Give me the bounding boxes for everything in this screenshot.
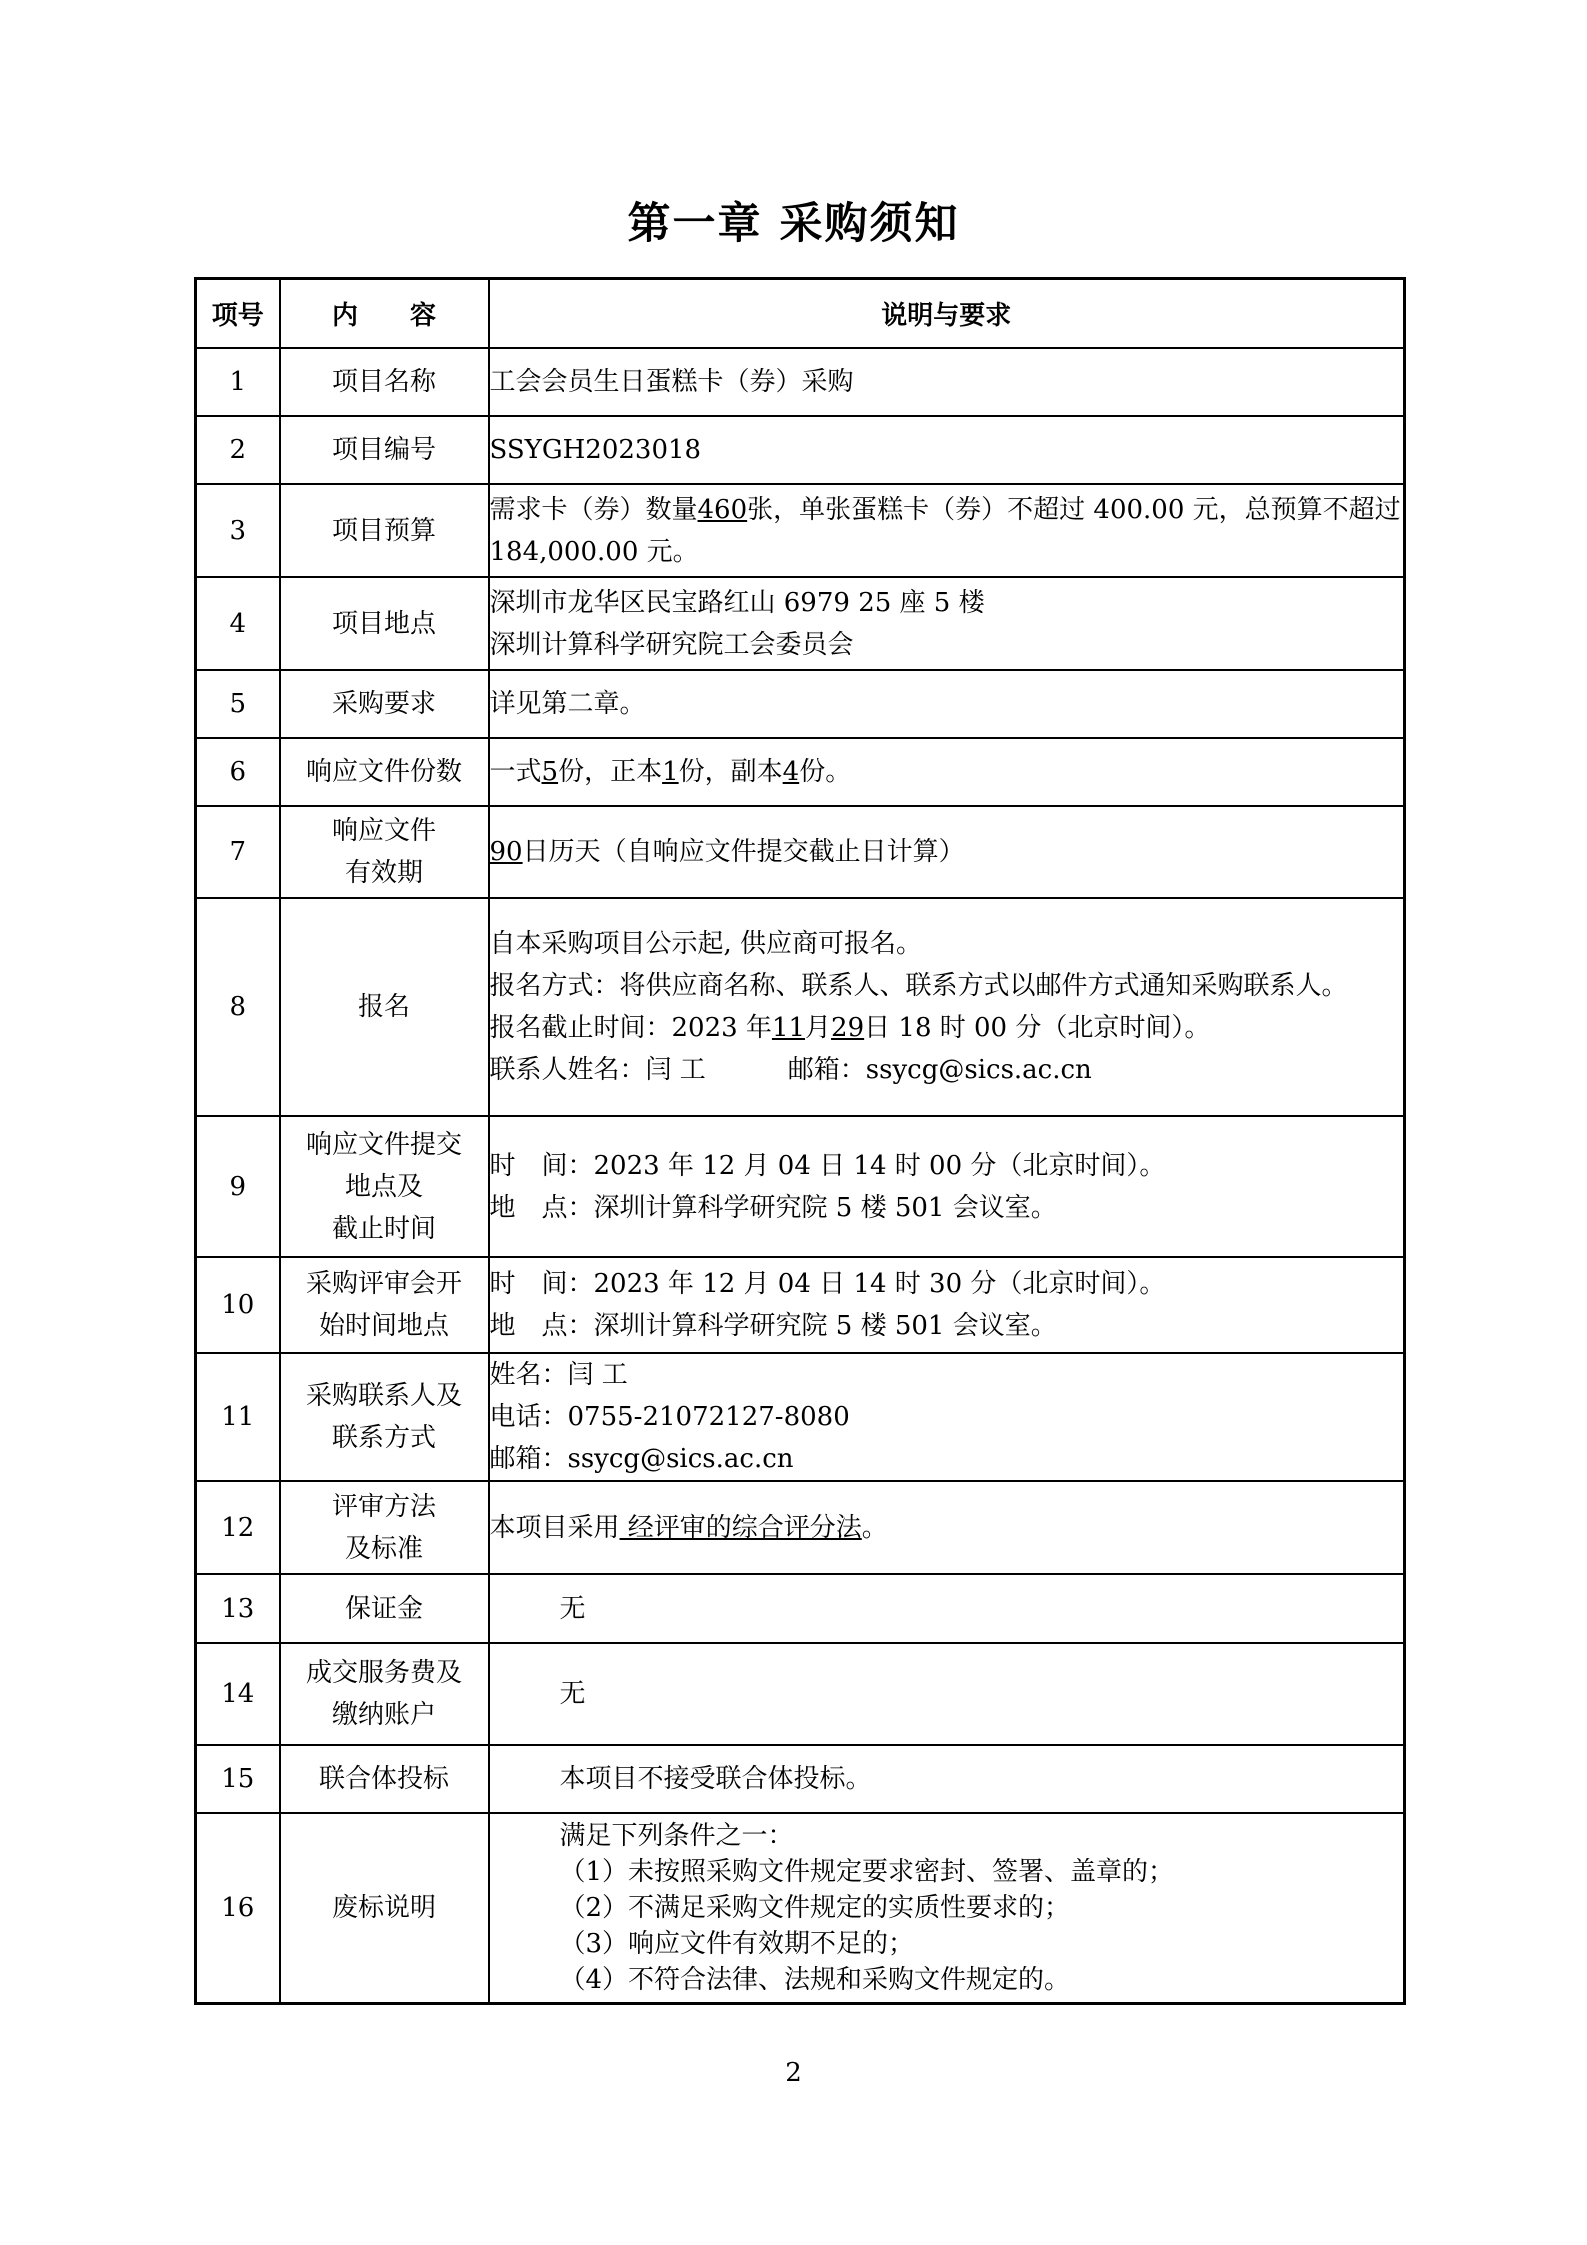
row-desc bbox=[489, 484, 1405, 577]
condition-item: （4）不符合法律、法规和采购文件规定的。 bbox=[559, 1964, 1071, 1995]
row-item: 响应文件份数 bbox=[280, 738, 489, 806]
condition-item: （3）响应文件有效期不足的； bbox=[559, 1928, 915, 1959]
total-copies: 5 bbox=[541, 757, 559, 787]
table-row bbox=[196, 1481, 1405, 1574]
table-row bbox=[196, 1353, 1405, 1481]
budget-pre: 需求卡（券）数量 bbox=[489, 494, 698, 525]
condition-item: （2）不满足采购文件规定的实质性要求的； bbox=[559, 1892, 1071, 1923]
row-desc bbox=[489, 1116, 1405, 1257]
row-no: 10 bbox=[196, 1257, 280, 1353]
table-row bbox=[196, 1643, 1405, 1745]
row-desc: 无 bbox=[489, 1574, 1405, 1643]
table-header-row bbox=[196, 279, 1405, 349]
registration-start: 自本采购项目公示起, 供应商可报名。 bbox=[489, 929, 923, 959]
copies-text: 份，正本 bbox=[558, 757, 663, 787]
row-desc bbox=[489, 577, 1405, 670]
method-pre: 本项目采用 bbox=[489, 1512, 620, 1543]
table-row bbox=[196, 416, 1405, 484]
row-no: 2 bbox=[196, 416, 280, 484]
deadline-text: 日 18 时 00 分（北京时间）。 bbox=[864, 1013, 1211, 1043]
copies-text: 份。 bbox=[799, 757, 852, 787]
table-row bbox=[196, 484, 1405, 577]
table-row bbox=[196, 1574, 1405, 1643]
contact-name: 姓名：闫 工 bbox=[489, 1360, 628, 1390]
duplicate-copies: 4 bbox=[782, 757, 800, 787]
row-desc bbox=[489, 1481, 1405, 1574]
row-desc: 本项目不接受联合体投标。 bbox=[489, 1745, 1405, 1813]
row-desc bbox=[489, 806, 1405, 898]
contact-line bbox=[490, 1049, 1404, 1091]
row-item: 联合体投标 bbox=[280, 1745, 489, 1813]
row-desc bbox=[489, 738, 1405, 806]
organization-line: 深圳计算科学研究院工会委员会 bbox=[489, 629, 854, 660]
contact-email: 邮箱：ssycg@sics.ac.cn bbox=[489, 1444, 794, 1474]
item-line: 始时间地点 bbox=[318, 1311, 449, 1341]
submission-place: 地 点：深圳计算科学研究院 5 楼 501 会议室。 bbox=[489, 1192, 1057, 1223]
row-desc: 详见第二章。 bbox=[489, 670, 1405, 738]
row-no: 4 bbox=[196, 577, 280, 670]
header-content: 内 容 bbox=[280, 279, 489, 349]
row-item bbox=[280, 1481, 489, 1574]
row-desc bbox=[489, 898, 1405, 1116]
contact-name: 联系人姓名：闫 工 bbox=[489, 1055, 706, 1085]
row-item bbox=[280, 1643, 489, 1745]
validity-days: 90 bbox=[489, 837, 523, 867]
item-line: 地点及 bbox=[344, 1171, 423, 1202]
row-item bbox=[280, 1353, 489, 1481]
table-row bbox=[196, 898, 1405, 1116]
condition-intro: 满足下列条件之一： bbox=[559, 1820, 794, 1851]
table-row bbox=[196, 1116, 1405, 1257]
row-item: 项目地点 bbox=[280, 577, 489, 670]
procurement-notice-table bbox=[194, 277, 1406, 2005]
validity-text: 日历天（自响应文件提交截止日计算） bbox=[522, 837, 965, 867]
condition-item: （1）未按照采购文件规定要求密封、签署、盖章的； bbox=[559, 1856, 1175, 1887]
row-item: 项目编号 bbox=[280, 416, 489, 484]
page-number: 2 bbox=[785, 2058, 802, 2088]
row-item: 报名 bbox=[280, 898, 489, 1116]
table-row bbox=[196, 348, 1405, 416]
row-no: 11 bbox=[196, 1353, 280, 1481]
item-line: 截止时间 bbox=[331, 1213, 436, 1244]
registration-method: 报名方式：将供应商名称、联系人、联系方式以邮件方式通知采购联系人。 bbox=[489, 971, 1348, 1001]
page-title: 第一章 采购须知 bbox=[627, 199, 960, 249]
row-item bbox=[280, 806, 489, 898]
row-no: 14 bbox=[196, 1643, 280, 1745]
card-quantity: 460 bbox=[697, 494, 748, 525]
table-row bbox=[196, 1257, 1405, 1353]
table-row bbox=[196, 806, 1405, 898]
row-no: 8 bbox=[196, 898, 280, 1116]
row-desc bbox=[489, 1257, 1405, 1353]
row-item: 项目名称 bbox=[280, 348, 489, 416]
registration-deadline bbox=[490, 1007, 1404, 1049]
contact-email: 邮箱：ssycg@sics.ac.cn bbox=[787, 1055, 1092, 1085]
header-desc: 说明与要求 bbox=[489, 279, 1405, 349]
item-line: 采购联系人及 bbox=[305, 1381, 462, 1411]
deadline-month: 11 bbox=[771, 1013, 806, 1043]
row-no: 13 bbox=[196, 1574, 280, 1643]
row-no: 15 bbox=[196, 1745, 280, 1813]
table-row bbox=[196, 738, 1405, 806]
item-line: 成交服务费及 bbox=[305, 1658, 462, 1688]
row-no: 3 bbox=[196, 484, 280, 577]
address-line: 深圳市龙华区民宝路红山 6979 25 座 5 楼 bbox=[489, 587, 985, 618]
row-item: 采购要求 bbox=[280, 670, 489, 738]
row-item bbox=[280, 1116, 489, 1257]
row-no: 7 bbox=[196, 806, 280, 898]
row-no: 16 bbox=[196, 1813, 280, 2003]
contact-phone: 电话：0755-21072127-8080 bbox=[489, 1402, 850, 1432]
row-no: 5 bbox=[196, 670, 280, 738]
item-line: 响应文件 bbox=[331, 816, 436, 846]
item-line: 缴纳账户 bbox=[331, 1700, 436, 1730]
item-line: 响应文件提交 bbox=[305, 1129, 462, 1160]
table-row bbox=[196, 1745, 1405, 1813]
row-desc bbox=[489, 1813, 1405, 2003]
copies-text: 份，副本 bbox=[678, 757, 783, 787]
item-line: 评审方法 bbox=[331, 1491, 436, 1522]
method-post: 。 bbox=[861, 1512, 888, 1543]
deadline-text: 月 bbox=[805, 1013, 832, 1043]
table-row bbox=[196, 577, 1405, 670]
row-no: 6 bbox=[196, 738, 280, 806]
header-no: 项号 bbox=[196, 279, 280, 349]
row-desc bbox=[489, 1353, 1405, 1481]
row-item: 保证金 bbox=[280, 1574, 489, 1643]
row-desc: 工会会员生日蛋糕卡（券）采购 bbox=[489, 348, 1405, 416]
budget-post: 张，单张蛋糕卡（券）不超过 400.00 元，总预算不超过 184,000.00 元。 bbox=[489, 494, 1401, 567]
table-row bbox=[196, 1813, 1405, 2003]
item-line: 及标准 bbox=[344, 1533, 423, 1564]
row-no: 12 bbox=[196, 1481, 280, 1574]
row-no: 1 bbox=[196, 348, 280, 416]
deadline-day: 29 bbox=[831, 1013, 865, 1043]
original-copies: 1 bbox=[662, 757, 679, 787]
review-place: 地 点：深圳计算科学研究院 5 楼 501 会议室。 bbox=[489, 1311, 1057, 1341]
row-desc: SSYGH2023018 bbox=[489, 416, 1405, 484]
row-no: 9 bbox=[196, 1116, 280, 1257]
item-line: 有效期 bbox=[344, 858, 423, 888]
row-item: 废标说明 bbox=[280, 1813, 489, 2003]
table-row bbox=[196, 670, 1405, 738]
review-time: 时 间：2023 年 12 月 04 日 14 时 30 分（北京时间）。 bbox=[489, 1269, 1166, 1299]
deadline-text: 报名截止时间：2023 年 bbox=[489, 1013, 772, 1043]
item-line: 采购评审会开 bbox=[305, 1269, 462, 1299]
evaluation-method: 经评审的综合评分法 bbox=[619, 1512, 862, 1543]
item-line: 联系方式 bbox=[331, 1423, 436, 1453]
submission-time: 时 间：2023 年 12 月 04 日 14 时 00 分（北京时间）。 bbox=[489, 1150, 1166, 1181]
copies-text: 一式 bbox=[489, 757, 542, 787]
row-item bbox=[280, 1257, 489, 1353]
row-desc: 无 bbox=[489, 1643, 1405, 1745]
row-item: 项目预算 bbox=[280, 484, 489, 577]
